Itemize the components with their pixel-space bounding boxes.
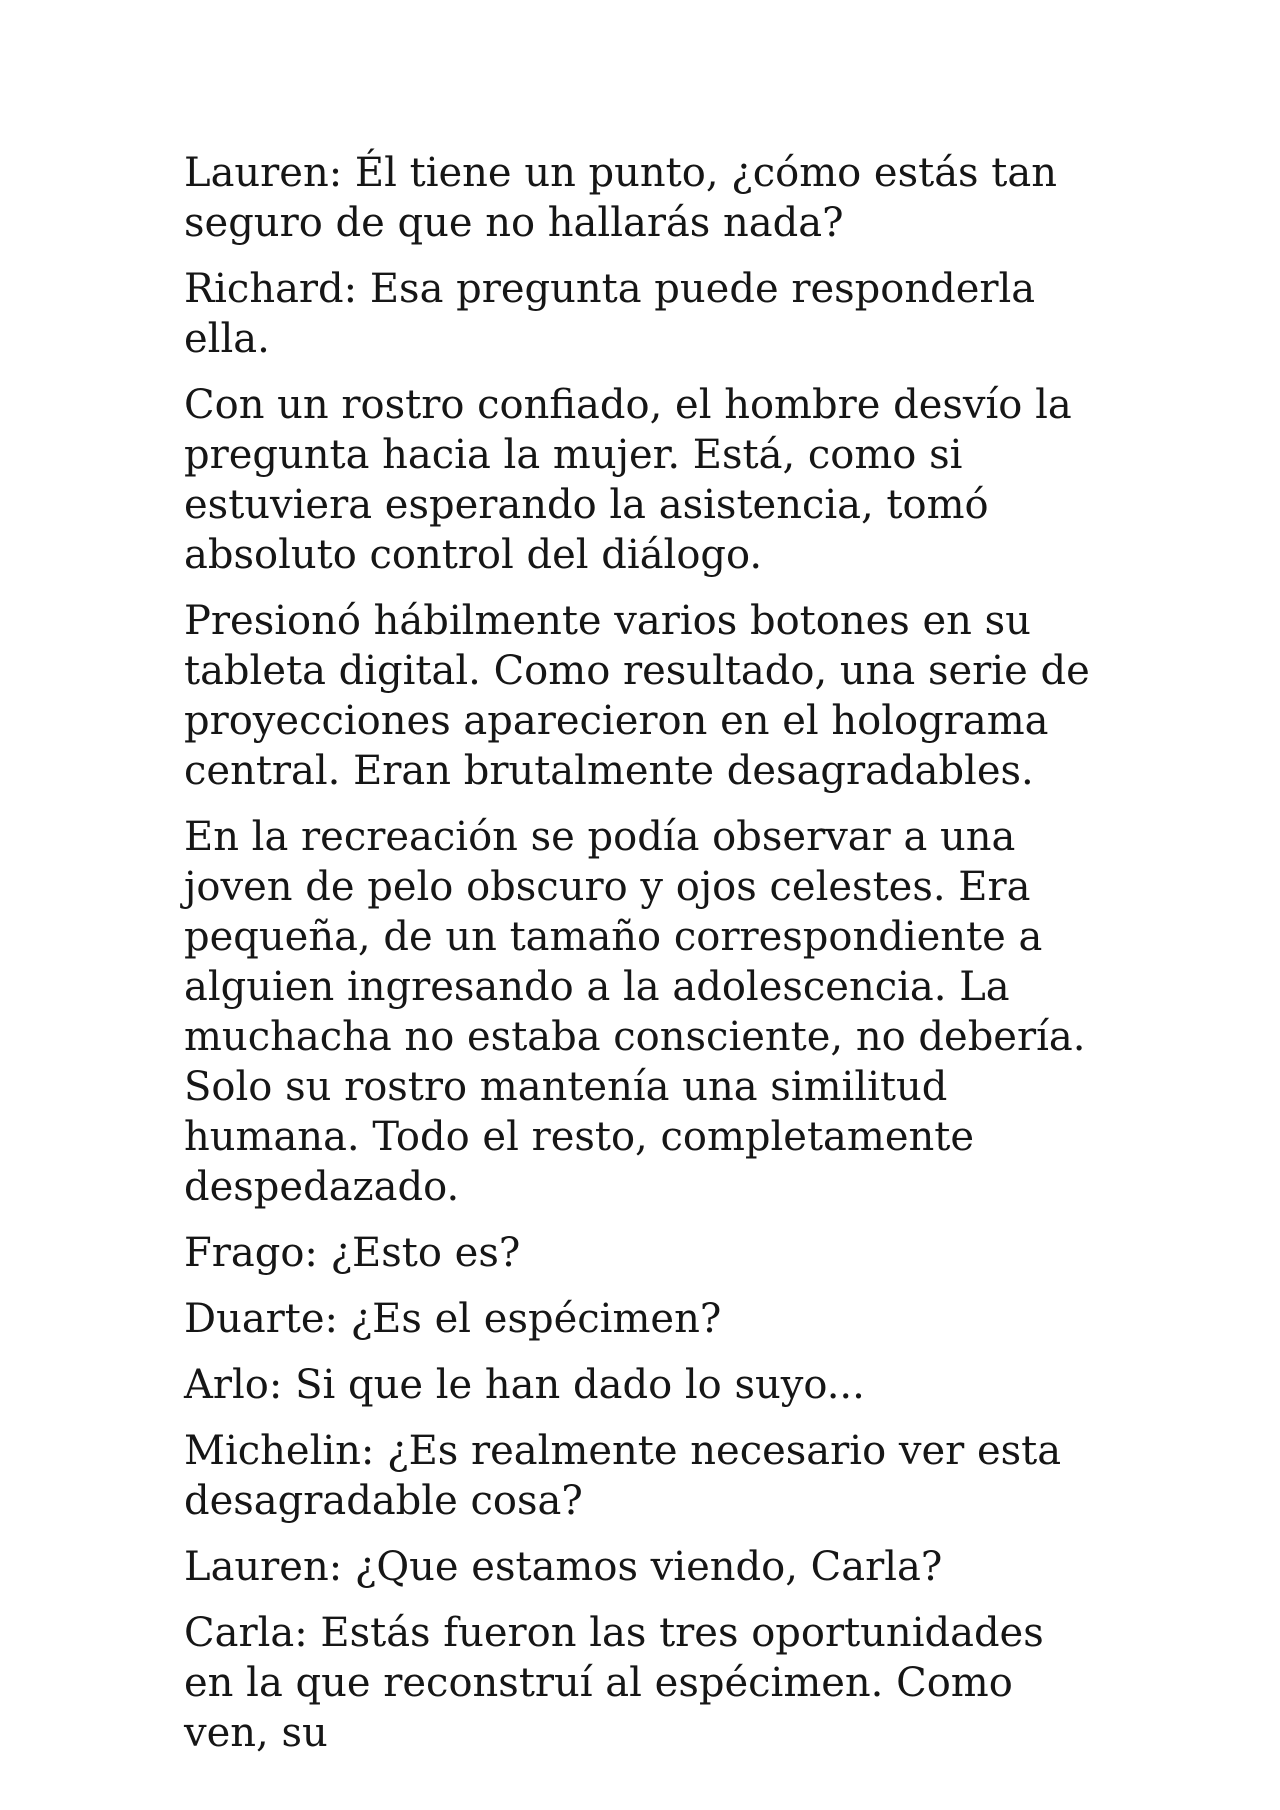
dialogue-lauren-1: Lauren: Él tiene un punto, ¿cómo estás tan seguro de que no hallarás nada? <box>184 150 1057 246</box>
dialogue-michelin: Michelin: ¿Es realmente necesario ver esta desagradable cosa? <box>184 1428 1062 1524</box>
dialogue-arlo: Arlo: Si que le han dado lo suyo... <box>184 1362 865 1408</box>
narration-paragraph-3: En la recreación se podía observar a una joven de pelo obscuro y ojos celestes. Era pequeña, de un tamaño correspondiente a alguien ingresando a la adolescencia. La muchacha no estaba consciente, no debería. Solo su rostro mantenía una similitud humana. Todo el resto, completamente despedazado. <box>184 814 1086 1210</box>
dialogue-richard: Richard: Esa pregunta puede responderla ella. <box>184 266 1036 362</box>
dialogue-lauren-2: Lauren: ¿Que estamos viendo, Carla? <box>184 1544 943 1590</box>
narration-paragraph-1: Con un rostro confiado, el hombre desvío la pregunta hacia la mujer. Está, como si estuviera esperando la asistencia, tomó absoluto control del diálogo. <box>184 382 1072 578</box>
dialogue-carla: Carla: Estás fueron las tres oportunidades en la que reconstruí al espécimen. Como ven, su <box>184 1610 1044 1756</box>
narration-paragraph-2: Presionó hábilmente varios botones en su tableta digital. Como resultado, una serie de proyecciones aparecieron en el holograma central. Eran brutalmente desagradables. <box>184 598 1090 794</box>
dialogue-frago: Frago: ¿Esto es? <box>184 1230 521 1276</box>
dialogue-duarte: Duarte: ¿Es el espécimen? <box>184 1296 722 1342</box>
document-body <box>184 148 1104 1774</box>
